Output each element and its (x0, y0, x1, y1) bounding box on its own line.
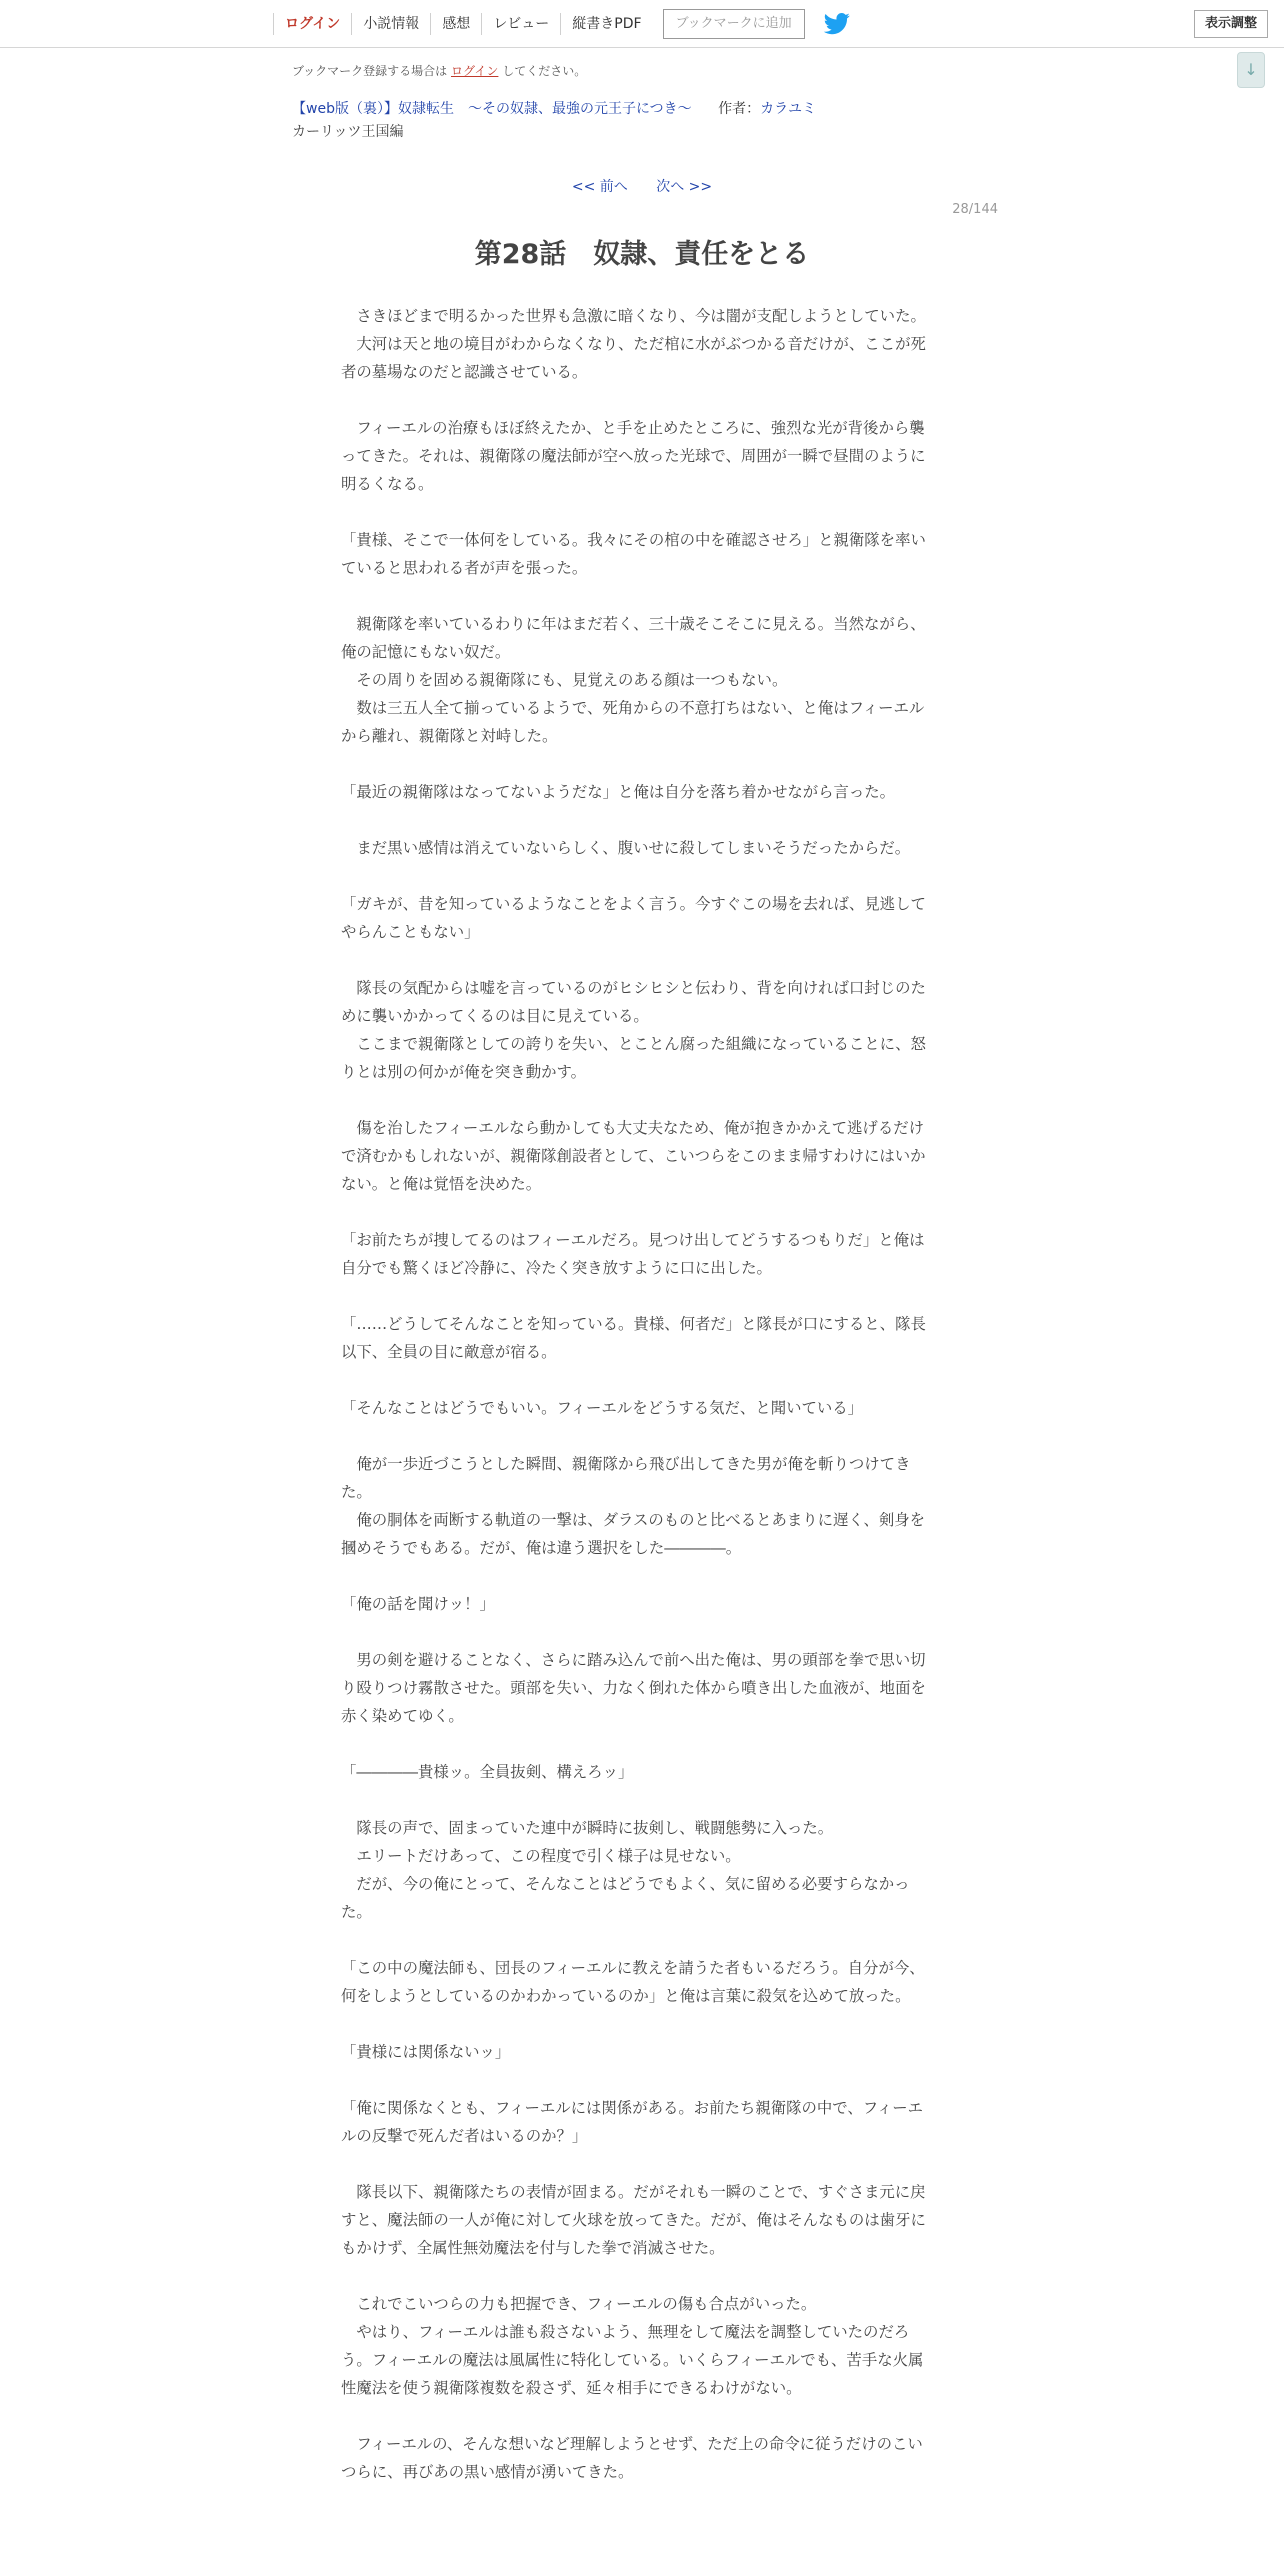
body-paragraph: その周りを固める親衛隊にも、見覚えのある顔は一つもない。 (341, 671, 788, 689)
body-paragraph: さきほどまで明るかった世界も急激に暗くなり、今は闇が支配しようとしていた。 (341, 307, 926, 325)
body-paragraph (341, 1618, 936, 1646)
login-notice (292, 62, 586, 79)
body-paragraph (341, 2150, 936, 2178)
body-paragraph: 男の剣を避けることなく、さらに踏み込んで前へ出た俺は、男の頭部を拳で思い切り殴りつけ霧散させた。頭部を失い、力なく倒れた体から噴き出した血液が、地面を赤く染めてゆく。 (341, 1651, 926, 1725)
top-bar (0, 0, 1284, 48)
body-paragraph: 「最近の親衛隊はなってないようだな」と俺は自分を落ち着かせながら言った。 (341, 783, 896, 801)
body-paragraph: まだ黒い感情は消えていないらしく、腹いせに殺してしまいそうだったからだ。 (341, 839, 911, 857)
body-paragraph: フィーエルの治療もほぼ終えたか、と手を止めたところに、強烈な光が背後から襲ってきた。それは、親衛隊の魔法師が空へ放った光球で、周囲が一瞬で昼間のように明るくなる。 (341, 419, 926, 493)
nav-review[interactable]: レビュー (481, 13, 560, 35)
next-link[interactable]: 次へ >> (656, 179, 713, 195)
notice-suffix: してください。 (502, 64, 587, 78)
body-paragraph: 「――――貴様ッ。全員抜剣、構えろッ」 (341, 1763, 634, 1781)
body-paragraph (341, 1730, 936, 1758)
body-paragraph (341, 1282, 936, 1310)
body-paragraph (341, 1786, 936, 1814)
body-paragraph (341, 1366, 936, 1394)
body-paragraph: 「この中の魔法師も、団長のフィーエルに教えを請うた者もいるだろう。自分が今、何をしようとしているのかわかっているのか」と俺は言葉に殺気を込めて放った。 (341, 1959, 925, 2005)
pager (0, 176, 1284, 196)
body-paragraph (341, 1086, 936, 1114)
body-paragraph: やはり、フィーエルは誰も殺さないよう、無理をして魔法を調整していたのだろう。フィーエルの魔法は風属性に特化している。いくらフィーエルでも、苦手な火属性魔法を使う親衛隊複数を殺さず、延々相手にできるわけがない。 (341, 2323, 924, 2397)
body-paragraph (341, 946, 936, 974)
body-paragraph: 「貴様、そこで一体何をしている。我々にその棺の中を確認させろ」と親衛隊を率いていると思われる者が声を張った。 (341, 531, 926, 577)
body-paragraph: 大河は天と地の境目がわからなくなり、ただ棺に水がぶつかる音だけが、ここが死者の墓場なのだと認識させている。 (341, 335, 926, 381)
body-paragraph (341, 750, 936, 778)
body-paragraph (341, 1926, 936, 1954)
notice-login-link[interactable]: ログイン (451, 64, 499, 78)
body-paragraph (341, 2262, 936, 2290)
body-paragraph (341, 806, 936, 834)
body-paragraph: 「俺の話を聞けッ！」 (341, 1595, 495, 1613)
body-paragraph: 「俺に関係なくとも、フィーエルには関係がある。お前たち親衛隊の中で、フィーエルの反撃で死んだ者はいるのか？」 (341, 2099, 924, 2145)
scroll-down-button[interactable]: ↓ (1237, 52, 1265, 88)
body-paragraph: 親衛隊を率いているわりに年はまだ若く、三十歳そこそこに見える。当然ながら、俺の記憶にもない奴だ。 (341, 615, 926, 661)
body-paragraph (341, 862, 936, 890)
body-paragraph (341, 386, 936, 414)
body-paragraph (341, 2066, 936, 2094)
body-paragraph: 隊長の声で、固まっていた連中が瞬時に抜剣し、戦闘態勢に入った。 (341, 1819, 834, 1837)
body-paragraph (341, 498, 936, 526)
body-paragraph: ここまで親衛隊としての誇りを失い、とことん腐った組織になっていることに、怒りとは別の何かが俺を突き動かす。 (341, 1035, 926, 1081)
twitter-bird-icon[interactable] (823, 13, 851, 35)
body-paragraph (341, 1422, 936, 1450)
body-paragraph (341, 2402, 936, 2430)
body-paragraph: 「……どうしてそんなことを知っている。貴様、何者だ」と隊長が口にすると、隊長以下、全員の目に敵意が宿る。 (341, 1315, 926, 1361)
series-title-link[interactable]: 【web版（裏）】奴隷転生 ～その奴隷、最強の元王子につき～ (292, 101, 692, 117)
body-paragraph (341, 2010, 936, 2038)
nav-impressions[interactable]: 感想 (430, 13, 481, 35)
page-number: 28/144 (952, 202, 998, 217)
display-settings-button[interactable]: 表示調整 (1194, 10, 1268, 38)
nav-login[interactable]: ログイン (273, 13, 351, 35)
body-paragraph: 数は三五人全て揃っているようで、死角からの不意打ちはない、と俺はフィーエルから離れ、親衛隊と対峙した。 (341, 699, 925, 745)
nav-vertical-pdf[interactable]: 縦書きPDF (560, 13, 652, 35)
author-label: 作者： (718, 101, 761, 117)
notice-prefix: ブックマーク登録する場合は (292, 64, 448, 78)
novel-body (341, 302, 936, 2486)
body-paragraph: 「貴様には関係ないッ」 (341, 2043, 511, 2061)
series-info (292, 98, 816, 118)
chapter-group: カーリッツ王国編 (292, 124, 404, 140)
author-link[interactable]: カラユミ (760, 101, 817, 117)
body-paragraph: 「そんなことはどうでもいい。フィーエルをどうする気だ、と聞いている」 (341, 1399, 864, 1417)
body-paragraph: エリートだけあって、この程度で引く様子は見せない。 (341, 1847, 741, 1865)
body-paragraph: これでこいつらの力も把握でき、フィーエルの傷も合点がいった。 (341, 2295, 817, 2313)
body-paragraph: フィーエルの、そんな想いなど理解しようとせず、ただ上の命令に従うだけのこいつらに、再びあの黒い感情が湧いてきた。 (341, 2435, 923, 2481)
body-paragraph: 俺が一歩近づこうとした瞬間、親衛隊から飛び出してきた男が俺を斬りつけてきた。 (341, 1455, 911, 1501)
body-paragraph (341, 582, 936, 610)
add-bookmark-button[interactable]: ブックマークに追加 (663, 9, 805, 39)
chapter-title: 第28話 奴隷、責任をとる (474, 239, 810, 270)
body-paragraph (341, 1198, 936, 1226)
body-paragraph: 隊長の気配からは嘘を言っているのがヒシヒシと伝わり、背を向ければ口封じのために襲いかかってくるのは目に見えている。 (341, 979, 926, 1025)
nav-novel-info[interactable]: 小説情報 (351, 13, 430, 35)
body-paragraph: 「ガキが、昔を知っているようなことをよく言う。今すぐこの場を去れば、見逃してやらんこともない」 (341, 895, 926, 941)
body-paragraph (341, 1562, 936, 1590)
body-paragraph: 「お前たちが捜してるのはフィーエルだろ。見つけ出してどうするつもりだ」と俺は自分でも驚くほど冷静に、冷たく突き放すように口に出した。 (341, 1231, 925, 1277)
body-paragraph: 俺の胴体を両断する軌道の一撃は、ダラスのものと比べるとあまりに遅く、剣身を摑めそうでもある。だが、俺は違う選択をした――――。 (341, 1511, 926, 1557)
top-nav (273, 0, 851, 47)
body-paragraph: だが、今の俺にとって、そんなことはどうでもよく、気に留める必要すらなかった。 (341, 1875, 910, 1921)
body-paragraph: 傷を治したフィーエルなら動かしても大丈夫なため、俺が抱きかかえて逃げるだけで済むかもしれないが、親衛隊創設者として、こいつらをこのまま帰すわけにはいかない。と俺は覚悟を決めた。 (341, 1119, 926, 1193)
prev-link[interactable]: << 前へ (571, 179, 628, 195)
body-paragraph: 隊長以下、親衛隊たちの表情が固まる。だがそれも一瞬のことで、すぐさま元に戻すと、魔法師の一人が俺に対して火球を放ってきた。だが、俺はそんなものは歯牙にもかけず、全属性無効魔法を付与した拳で消滅させた。 (341, 2183, 926, 2257)
